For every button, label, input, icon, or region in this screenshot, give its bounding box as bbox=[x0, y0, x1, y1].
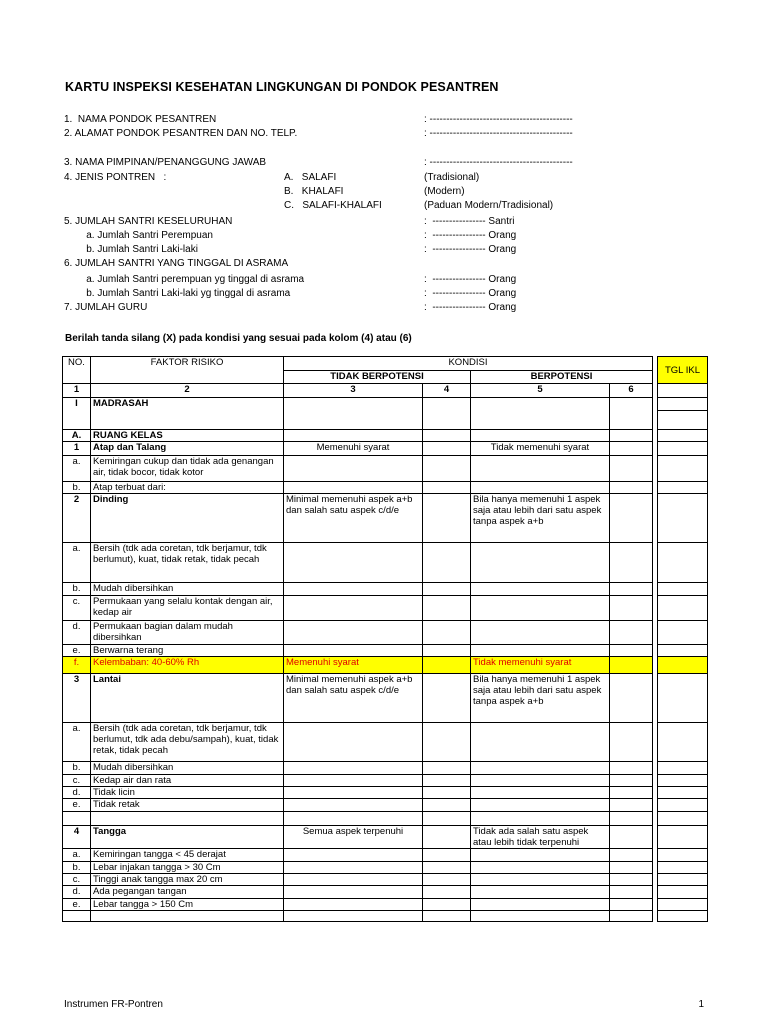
row-number: d. bbox=[63, 787, 91, 799]
row-tgl-ikl bbox=[658, 657, 708, 674]
row-berpotensi-criteria bbox=[471, 886, 610, 899]
row-berpotensi-mark bbox=[610, 456, 653, 482]
row-number: c. bbox=[63, 775, 91, 787]
row-berpotensi-mark bbox=[610, 723, 653, 762]
row-faktor: Lebar tangga > 150 Cm bbox=[91, 899, 284, 911]
row-berpotensi-mark bbox=[610, 583, 653, 596]
row-tidak-berpotensi-mark bbox=[423, 621, 471, 645]
row-tidak-berpotensi-criteria bbox=[284, 899, 423, 911]
info-right: (Tradisional) bbox=[424, 172, 480, 183]
info-right: : ------------------------------------------- bbox=[424, 128, 573, 139]
colnum-6: 6 bbox=[610, 384, 653, 398]
row-faktor: Mudah dibersihkan bbox=[91, 762, 284, 775]
page-title: KARTU INSPEKSI KESEHATAN LINGKUNGAN DI PONDOK PESANTREN bbox=[65, 80, 499, 94]
row-tidak-berpotensi-criteria bbox=[284, 456, 423, 482]
row-number: b. bbox=[63, 482, 91, 494]
table-row bbox=[63, 674, 708, 723]
section-title: MADRASAH bbox=[91, 398, 284, 430]
row-berpotensi-criteria: Tidak ada salah satu aspek atau lebih tidak terpenuhi bbox=[471, 826, 610, 849]
row-tidak-berpotensi-criteria: Semua aspek terpenuhi bbox=[284, 826, 423, 849]
row-berpotensi-criteria: Tidak memenuhi syarat bbox=[471, 657, 610, 674]
table-row bbox=[63, 874, 708, 886]
row-berpotensi-mark bbox=[610, 826, 653, 849]
row-tidak-berpotensi-criteria bbox=[284, 862, 423, 874]
footer-instrument: Instrumen FR-Pontren bbox=[64, 999, 163, 1010]
table-row bbox=[63, 442, 708, 456]
row-tgl-ikl bbox=[658, 812, 708, 826]
row-berpotensi-criteria bbox=[471, 430, 610, 442]
row-berpotensi-criteria bbox=[471, 862, 610, 874]
table-row bbox=[63, 583, 708, 596]
colnum-2: 2 bbox=[91, 384, 284, 398]
page-number: 1 bbox=[698, 999, 704, 1010]
row-tidak-berpotensi-mark bbox=[423, 543, 471, 583]
table-row bbox=[63, 430, 708, 442]
row-tidak-berpotensi-criteria bbox=[284, 812, 423, 826]
info-right: (Paduan Modern/Tradisional) bbox=[424, 200, 554, 211]
row-tidak-berpotensi-criteria bbox=[284, 482, 423, 494]
row-tgl-ikl bbox=[658, 762, 708, 775]
info-right: : ---------------- Orang bbox=[424, 230, 517, 241]
row-tidak-berpotensi-mark bbox=[423, 886, 471, 899]
row-tidak-berpotensi-criteria bbox=[284, 621, 423, 645]
table-row bbox=[63, 456, 708, 482]
row-berpotensi-criteria bbox=[471, 849, 610, 862]
table-row bbox=[63, 812, 708, 826]
row-tidak-berpotensi-criteria bbox=[284, 799, 423, 812]
row-berpotensi-criteria: Tidak memenuhi syarat bbox=[471, 442, 610, 456]
row-tidak-berpotensi-mark bbox=[423, 762, 471, 775]
row-berpotensi-mark bbox=[610, 799, 653, 812]
row-tidak-berpotensi-mark bbox=[423, 456, 471, 482]
row-berpotensi-mark bbox=[610, 812, 653, 826]
row-berpotensi-criteria bbox=[471, 911, 610, 922]
row-number bbox=[63, 812, 91, 826]
row-tidak-berpotensi-criteria bbox=[284, 874, 423, 886]
row-faktor bbox=[91, 911, 284, 922]
row-faktor: Kemiringan tangga < 45 derajat bbox=[91, 849, 284, 862]
info-mid: A. SALAFI bbox=[284, 172, 337, 183]
info-label: b. Jumlah Santri Laki-laki yg tinggal di asrama bbox=[64, 288, 291, 299]
row-tidak-berpotensi-mark bbox=[423, 430, 471, 442]
row-berpotensi-criteria bbox=[471, 645, 610, 657]
row-faktor: Permukaan bagian dalam mudah dibersihkan bbox=[91, 621, 284, 645]
info-label: 5. JUMLAH SANTRI KESELURUHAN bbox=[64, 216, 233, 227]
info-label: 1. NAMA PONDOK PESANTREN bbox=[64, 114, 217, 125]
row-number: c. bbox=[63, 596, 91, 621]
row-tgl-ikl bbox=[658, 899, 708, 911]
header-berpotensi: BERPOTENSI bbox=[471, 371, 653, 384]
row-tgl-ikl bbox=[658, 494, 708, 543]
table-row bbox=[63, 482, 708, 494]
row-faktor: Permukaan yang selalu kontak dengan air, kedap air bbox=[91, 596, 284, 621]
table-row bbox=[63, 775, 708, 787]
row-number: 3 bbox=[63, 674, 91, 723]
row-berpotensi-mark bbox=[610, 874, 653, 886]
row-faktor: Atap dan Talang bbox=[91, 442, 284, 456]
table-row bbox=[63, 645, 708, 657]
row-berpotensi-mark bbox=[610, 657, 653, 674]
table-row bbox=[63, 826, 708, 849]
row-tidak-berpotensi-mark bbox=[423, 899, 471, 911]
row-number: e. bbox=[63, 799, 91, 812]
row-tgl-ikl bbox=[658, 723, 708, 762]
row-number: e. bbox=[63, 899, 91, 911]
row-berpotensi-mark bbox=[610, 899, 653, 911]
row-tidak-berpotensi-mark bbox=[423, 583, 471, 596]
row-tidak-berpotensi-mark bbox=[423, 596, 471, 621]
table-row bbox=[63, 899, 708, 911]
row-faktor bbox=[91, 812, 284, 826]
row-number bbox=[63, 911, 91, 922]
row-faktor: Tidak licin bbox=[91, 787, 284, 799]
info-label: 7. JUMLAH GURU bbox=[64, 302, 148, 313]
table-row bbox=[63, 621, 708, 645]
row-berpotensi-mark bbox=[610, 621, 653, 645]
row-berpotensi-criteria bbox=[471, 583, 610, 596]
row-tidak-berpotensi-mark bbox=[423, 874, 471, 886]
header-no: NO. bbox=[63, 357, 91, 384]
row-tidak-berpotensi-criteria: Memenuhi syarat bbox=[284, 657, 423, 674]
row-berpotensi-criteria bbox=[471, 543, 610, 583]
info-right: : ------------------------------------------- bbox=[424, 114, 573, 125]
row-tgl-ikl bbox=[658, 849, 708, 862]
row-berpotensi-criteria bbox=[471, 596, 610, 621]
row-tgl-ikl bbox=[658, 874, 708, 886]
table-row bbox=[63, 799, 708, 812]
row-number: 4 bbox=[63, 826, 91, 849]
row-number: e. bbox=[63, 645, 91, 657]
info-mid: C. SALAFI-KHALAFI bbox=[284, 200, 382, 211]
row-faktor: Lebar injakan tangga > 30 Cm bbox=[91, 862, 284, 874]
header-kondisi: KONDISI bbox=[284, 357, 653, 371]
row-faktor: Lantai bbox=[91, 674, 284, 723]
row-berpotensi-criteria: Bila hanya memenuhi 1 aspek saja atau lebih dari satu aspek tanpa aspek a+b bbox=[471, 494, 610, 543]
colnum-4: 4 bbox=[423, 384, 471, 398]
row-berpotensi-mark bbox=[610, 596, 653, 621]
row-tidak-berpotensi-mark bbox=[423, 911, 471, 922]
row-tidak-berpotensi-mark bbox=[423, 787, 471, 799]
row-berpotensi-criteria bbox=[471, 787, 610, 799]
info-label: 2. ALAMAT PONDOK PESANTREN DAN NO. TELP. bbox=[64, 128, 298, 139]
row-tidak-berpotensi-criteria bbox=[284, 762, 423, 775]
row-tidak-berpotensi-criteria bbox=[284, 849, 423, 862]
row-tgl-ikl bbox=[658, 799, 708, 812]
header-tidak-berpotensi: TIDAK BERPOTENSI bbox=[284, 371, 471, 384]
row-tgl-ikl bbox=[658, 430, 708, 442]
row-faktor: Ada pegangan tangan bbox=[91, 886, 284, 899]
row-berpotensi-criteria bbox=[471, 456, 610, 482]
row-berpotensi-mark bbox=[610, 862, 653, 874]
row-berpotensi-criteria bbox=[471, 723, 610, 762]
table-row bbox=[63, 849, 708, 862]
table-row bbox=[63, 886, 708, 899]
row-berpotensi-criteria bbox=[471, 812, 610, 826]
row-number: a. bbox=[63, 543, 91, 583]
row-tgl-ikl bbox=[658, 886, 708, 899]
row-berpotensi-criteria bbox=[471, 874, 610, 886]
row-berpotensi-mark bbox=[610, 886, 653, 899]
table-row bbox=[63, 862, 708, 874]
row-tidak-berpotensi-criteria bbox=[284, 787, 423, 799]
row-tidak-berpotensi-mark bbox=[423, 799, 471, 812]
row-tidak-berpotensi-mark bbox=[423, 494, 471, 543]
row-tidak-berpotensi-mark bbox=[423, 442, 471, 456]
row-tidak-berpotensi-mark bbox=[423, 849, 471, 862]
row-number: f. bbox=[63, 657, 91, 674]
row-tgl-ikl bbox=[658, 583, 708, 596]
row-tgl-ikl bbox=[658, 482, 708, 494]
row-number: b. bbox=[63, 762, 91, 775]
row-berpotensi-mark bbox=[610, 442, 653, 456]
row-tgl-ikl bbox=[658, 621, 708, 645]
row-berpotensi-mark bbox=[610, 430, 653, 442]
info-label: b. Jumlah Santri Laki-laki bbox=[64, 244, 198, 255]
row-tgl-ikl bbox=[658, 543, 708, 583]
info-label: 3. NAMA PIMPINAN/PENANGGUNG JAWAB bbox=[64, 157, 267, 168]
row-berpotensi-criteria bbox=[471, 762, 610, 775]
row-berpotensi-criteria bbox=[471, 621, 610, 645]
table-row bbox=[63, 911, 708, 922]
row-number: a. bbox=[63, 456, 91, 482]
row-berpotensi-criteria: Bila hanya memenuhi 1 aspek saja atau lebih dari satu aspek tanpa aspek a+b bbox=[471, 674, 610, 723]
row-tidak-berpotensi-mark bbox=[423, 482, 471, 494]
table-row bbox=[63, 787, 708, 799]
row-berpotensi-mark bbox=[610, 482, 653, 494]
row-number: b. bbox=[63, 583, 91, 596]
row-tidak-berpotensi-criteria bbox=[284, 583, 423, 596]
row-berpotensi-mark bbox=[610, 543, 653, 583]
info-right: : ---------------- Orang bbox=[424, 274, 517, 285]
row-tgl-ikl bbox=[658, 911, 708, 922]
table-row bbox=[63, 723, 708, 762]
section-number: I bbox=[63, 398, 91, 430]
row-tidak-berpotensi-criteria bbox=[284, 430, 423, 442]
row-faktor: Kelembaban: 40-60% Rh bbox=[91, 657, 284, 674]
row-faktor: Tinggi anak tangga max 20 cm bbox=[91, 874, 284, 886]
info-right: : ---------------- Orang bbox=[424, 244, 517, 255]
row-number: 2 bbox=[63, 494, 91, 543]
row-berpotensi-criteria bbox=[471, 899, 610, 911]
row-tgl-ikl bbox=[658, 645, 708, 657]
row-faktor: Tangga bbox=[91, 826, 284, 849]
row-number: a. bbox=[63, 849, 91, 862]
row-number: 1 bbox=[63, 442, 91, 456]
row-faktor: Atap terbuat dari: bbox=[91, 482, 284, 494]
row-tidak-berpotensi-criteria bbox=[284, 775, 423, 787]
row-number: d. bbox=[63, 621, 91, 645]
colnum-3: 3 bbox=[284, 384, 423, 398]
info-right: (Modern) bbox=[424, 186, 465, 197]
row-faktor: Mudah dibersihkan bbox=[91, 583, 284, 596]
row-tgl-ikl bbox=[658, 442, 708, 456]
row-tgl-ikl bbox=[658, 456, 708, 482]
row-tidak-berpotensi-criteria: Minimal memenuhi aspek a+b dan salah satu aspek c/d/e bbox=[284, 674, 423, 723]
row-berpotensi-mark bbox=[610, 775, 653, 787]
row-berpotensi-mark bbox=[610, 787, 653, 799]
colnum-1: 1 bbox=[63, 384, 91, 398]
colnum-5: 5 bbox=[471, 384, 610, 398]
row-tidak-berpotensi-mark bbox=[423, 645, 471, 657]
row-tidak-berpotensi-mark bbox=[423, 657, 471, 674]
info-right: : ---------------- Orang bbox=[424, 302, 517, 313]
info-label: a. Jumlah Santri Perempuan bbox=[64, 230, 213, 241]
row-berpotensi-mark bbox=[610, 494, 653, 543]
row-tgl-ikl bbox=[658, 862, 708, 874]
row-berpotensi-mark bbox=[610, 911, 653, 922]
row-berpotensi-mark bbox=[610, 762, 653, 775]
row-faktor: Kemiringan cukup dan tidak ada genangan air, tidak bocor, tidak kotor bbox=[91, 456, 284, 482]
header-tgl-ikl: TGL IKL bbox=[658, 357, 708, 384]
row-tgl-ikl bbox=[658, 787, 708, 799]
row-tidak-berpotensi-criteria bbox=[284, 723, 423, 762]
row-faktor: Berwarna terang bbox=[91, 645, 284, 657]
row-tidak-berpotensi-criteria bbox=[284, 645, 423, 657]
row-number: A. bbox=[63, 430, 91, 442]
inspection-table bbox=[62, 356, 708, 922]
row-berpotensi-mark bbox=[610, 645, 653, 657]
row-tgl-ikl bbox=[658, 826, 708, 849]
table-row bbox=[63, 596, 708, 621]
table-row bbox=[63, 657, 708, 674]
row-number: c. bbox=[63, 874, 91, 886]
row-berpotensi-criteria bbox=[471, 799, 610, 812]
row-tidak-berpotensi-mark bbox=[423, 674, 471, 723]
row-tgl-ikl bbox=[658, 674, 708, 723]
row-tidak-berpotensi-mark bbox=[423, 812, 471, 826]
row-tidak-berpotensi-mark bbox=[423, 826, 471, 849]
row-berpotensi-mark bbox=[610, 674, 653, 723]
info-label: a. Jumlah Santri perempuan yg tinggal di asrama bbox=[64, 274, 305, 285]
row-tidak-berpotensi-criteria bbox=[284, 596, 423, 621]
info-mid: B. KHALAFI bbox=[284, 186, 344, 197]
row-faktor: RUANG KELAS bbox=[91, 430, 284, 442]
row-tidak-berpotensi-mark bbox=[423, 862, 471, 874]
row-berpotensi-criteria bbox=[471, 482, 610, 494]
row-number: d. bbox=[63, 886, 91, 899]
row-tidak-berpotensi-criteria: Memenuhi syarat bbox=[284, 442, 423, 456]
row-faktor: Dinding bbox=[91, 494, 284, 543]
row-tgl-ikl bbox=[658, 596, 708, 621]
row-berpotensi-criteria bbox=[471, 775, 610, 787]
row-tidak-berpotensi-mark bbox=[423, 723, 471, 762]
table-row bbox=[63, 762, 708, 775]
row-tidak-berpotensi-criteria bbox=[284, 886, 423, 899]
table-row bbox=[63, 543, 708, 583]
row-number: a. bbox=[63, 723, 91, 762]
row-tidak-berpotensi-criteria bbox=[284, 543, 423, 583]
row-faktor: Tidak retak bbox=[91, 799, 284, 812]
row-tidak-berpotensi-criteria bbox=[284, 911, 423, 922]
info-label: 6. JUMLAH SANTRI YANG TINGGAL DI ASRAMA bbox=[64, 258, 289, 269]
info-right: : ---------------- Santri bbox=[424, 216, 515, 227]
row-tidak-berpotensi-criteria: Minimal memenuhi aspek a+b dan salah satu aspek c/d/e bbox=[284, 494, 423, 543]
row-tgl-ikl bbox=[658, 775, 708, 787]
instruction-text: Berilah tanda silang (X) pada kondisi yang sesuai pada kolom (4) atau (6) bbox=[65, 333, 412, 344]
table-row bbox=[63, 494, 708, 543]
row-faktor: Kedap air dan rata bbox=[91, 775, 284, 787]
row-faktor: Bersih (tdk ada coretan, tdk berjamur, tdk berlumut), kuat, tidak retak, tidak pecah bbox=[91, 543, 284, 583]
row-faktor: Bersih (tdk ada coretan, tdk berjamur, tdk berlumut, tdk ada debu/sampah), kuat, tidak retak, tidak pecah bbox=[91, 723, 284, 762]
info-label: 4. JENIS PONTREN : bbox=[64, 172, 167, 183]
info-right: : ------------------------------------------- bbox=[424, 157, 573, 168]
row-tidak-berpotensi-mark bbox=[423, 775, 471, 787]
row-number: b. bbox=[63, 862, 91, 874]
info-right: : ---------------- Orang bbox=[424, 288, 517, 299]
header-faktor-risiko: FAKTOR RISIKO bbox=[91, 357, 284, 384]
row-berpotensi-mark bbox=[610, 849, 653, 862]
